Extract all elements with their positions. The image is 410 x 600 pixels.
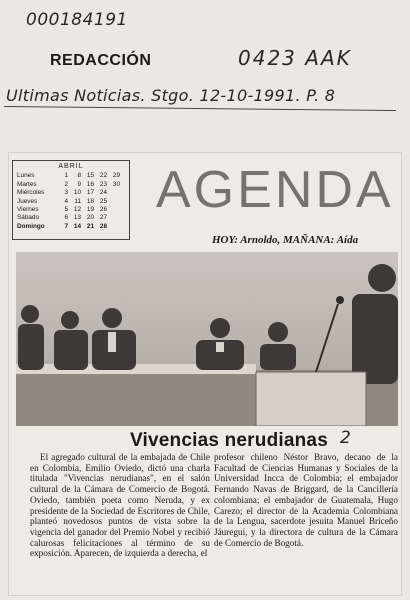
event-photo	[16, 252, 398, 426]
archive-id-number: 000184191	[26, 10, 128, 30]
section-stamp: REDACCIÓN	[50, 52, 152, 69]
underline-rule	[4, 106, 396, 111]
calendar-date: 13	[73, 214, 81, 222]
calendar-row	[17, 206, 125, 214]
calendar-date: 22	[99, 172, 107, 180]
calendar-day-name: Viernes	[17, 206, 39, 214]
calendar-date: 18	[86, 197, 94, 205]
article-column-right: profesor chileno Néstor Bravo, decano de la Facultad de Ciencias Humanas y Sociales de la Universidad Incca de Colombia; el embajador Fernando Navas de Briggard, de la Cancillería colombiana; el embajador de Guatemala, Hugo Carezo; el director de la Academia Colombiana de la Lengua, sacerdote jesuita Manuel Briceño Jáuregui, y la directora de cultura de la Cámara de Comercio de Bogotá.	[214, 452, 398, 548]
calendar-date: 2	[64, 180, 68, 188]
article-headline: Vivencias nerudianas	[130, 430, 328, 451]
calendar-date	[107, 206, 120, 214]
agenda-masthead: AGENDA	[156, 161, 394, 219]
calendar-date: 16	[86, 180, 94, 188]
archive-code-mark: 0423 AAK	[238, 46, 352, 70]
calendar-date: 29	[112, 172, 120, 180]
calendar-day-name: Miércoles	[17, 189, 45, 197]
calendar-date	[107, 198, 120, 206]
calendar-date: 3	[64, 189, 68, 197]
calendar-date: 11	[74, 197, 81, 205]
calendar-day-name: Martes	[17, 180, 37, 188]
calendar-day-name: Jueves	[17, 197, 38, 205]
calendar-date: 5	[64, 206, 68, 214]
calendar-date: 1	[64, 172, 68, 180]
calendar-date: 26	[99, 206, 107, 214]
calendar-rows	[17, 172, 125, 231]
calendar-row	[17, 223, 125, 231]
calendar-date	[107, 189, 120, 197]
calendar-date: 25	[99, 197, 107, 205]
calendar-day-name: Sábado	[17, 214, 40, 222]
calendar-row	[17, 198, 125, 206]
calendar-date: 12	[73, 206, 81, 214]
calendar-date: 23	[99, 180, 107, 188]
calendar-date: 8	[77, 172, 81, 180]
calendar-date: 21	[86, 222, 94, 230]
calendar-date: 20	[86, 214, 94, 222]
calendar-row	[17, 189, 125, 197]
margin-number: 2	[340, 428, 351, 448]
calendar-date: 28	[99, 222, 107, 230]
calendar-row	[17, 181, 125, 189]
calendar-row	[17, 172, 125, 180]
calendar-date: 7	[64, 222, 68, 230]
calendar-date: 17	[86, 189, 94, 197]
calendar-box	[12, 160, 130, 240]
calendar-date: 10	[73, 189, 81, 197]
calendar-day-name: Lunes	[17, 172, 35, 180]
calendar-date: 30	[112, 180, 120, 188]
calendar-date: 6	[64, 214, 68, 222]
calendar-date: 19	[86, 206, 94, 214]
calendar-date: 14	[73, 222, 81, 230]
calendar-date: 15	[86, 172, 94, 180]
calendar-date: 24	[99, 189, 107, 197]
calendar-date: 27	[99, 214, 107, 222]
saints-day-line: HOY: Arnoldo, MAÑANA: Aída	[212, 234, 359, 246]
source-citation: Ultimas Noticias. Stgo. 12-10-1991. P. 8	[6, 86, 336, 105]
calendar-date	[107, 214, 120, 222]
calendar-row	[17, 214, 125, 222]
calendar-date: 4	[64, 197, 68, 205]
calendar-month: ABRIL	[58, 163, 84, 170]
photo-illustration	[16, 252, 398, 426]
calendar-day-name: Domingo	[17, 222, 45, 230]
article-column-left: El agregado cultural de la embajada de Chile en Colombia, Emilio Oviedo, dictó una charla titulada "Vivencias nerudianas", en el salón cultural de la Cámara de Comercio de Bogotá. Oviedo, también poeta como Neruda, y ex presidente de la Sociedad de Escritores de Chile, planteó novedosos puntos de vista sobre la vigencia del ganador del Premio Nobel y recibió calurosas felicitaciones al término de su exposición. Aparecen, de izquierda a derecha, el	[30, 452, 210, 559]
calendar-date: 9	[77, 180, 81, 188]
calendar-date	[107, 223, 120, 231]
